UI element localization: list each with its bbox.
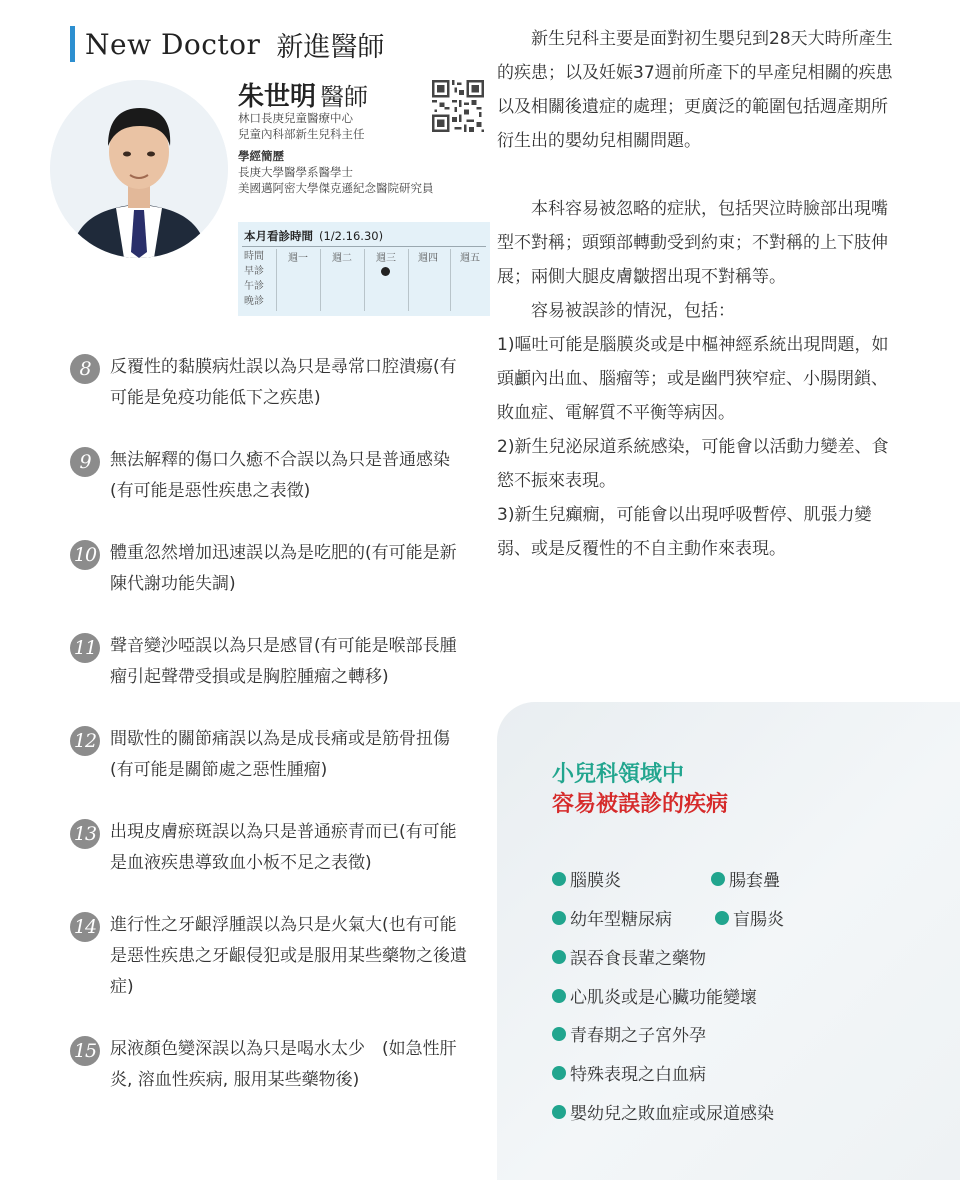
list-item bbox=[70, 538, 470, 600]
schedule-day-wed: 週三 bbox=[376, 253, 396, 264]
bullet-dot-icon bbox=[552, 950, 566, 964]
clinic-schedule bbox=[238, 222, 490, 316]
schedule-day-thu: 週四 bbox=[418, 253, 438, 264]
disease-item-text: 誤吞食長輩之藥物 bbox=[570, 949, 706, 969]
box-title bbox=[552, 760, 728, 820]
bullet-dot-icon bbox=[715, 911, 729, 925]
list-number: 8 bbox=[70, 354, 100, 384]
schedule-row-header: 時間 bbox=[244, 251, 264, 262]
list-item-text: 間歇性的關節痛誤以為是成長痛或是筋骨扭傷(有可能是關節處之惡性腫瘤) bbox=[110, 729, 450, 780]
doctor-name bbox=[238, 76, 368, 113]
paragraph-misdiagnosis-lead: 容易被誤診的情況，包括： bbox=[531, 301, 735, 321]
misdiagnosed-diseases-box bbox=[497, 702, 960, 1180]
disease-item-text: 腸套疊 bbox=[729, 871, 780, 891]
doctor-info bbox=[238, 110, 434, 196]
qr-code-icon[interactable] bbox=[432, 80, 484, 132]
list-item-text: 進行性之牙齦浮腫誤以為只是火氣大(也有可能是惡性疾患之牙齦侵犯或是服用某些藥物之後遺症) bbox=[110, 915, 467, 997]
bullet-dot-icon bbox=[552, 1066, 566, 1080]
schedule-mark-wed-morning bbox=[381, 267, 390, 276]
box-title-line-2: 容易被誤診的疾病 bbox=[552, 792, 729, 817]
doctor-dept-1: 林口長庚兒童醫療中心 bbox=[238, 111, 353, 125]
paragraph-point-1: 1)嘔吐可能是腦膜炎或是中樞神經系統出現問題，如頭顱內出血、腦瘤等；或是幽門狹窄症、小腸閉鎖、敗血症、電解質不平衡等病因。 bbox=[497, 335, 889, 423]
disease-item-text: 盲腸炎 bbox=[733, 910, 784, 930]
list-item bbox=[70, 910, 470, 1003]
paragraph-symptoms: 本科容易被忽略的症狀，包括哭泣時臉部出現嘴型不對稱；頭頸部轉動受到約束；不對稱的上下肢伸展；兩側大腿皮膚皺摺出現不對稱等。 bbox=[497, 199, 888, 287]
disease-item bbox=[552, 1021, 706, 1046]
schedule-row-morning: 早診 bbox=[244, 266, 264, 277]
disease-item-text: 嬰幼兒之敗血症或尿道感染 bbox=[570, 1104, 774, 1124]
paragraph-point-3: 3)新生兒癲癇，可能會以出現呼吸暫停、肌張力變弱、或是反覆性的不自主動作來表現。 bbox=[497, 505, 872, 559]
disease-item bbox=[715, 905, 784, 930]
schedule-title bbox=[244, 228, 383, 244]
list-item-text: 無法解釋的傷口久癒不合誤以為只是普通感染(有可能是惡性疾患之表徵) bbox=[110, 450, 450, 501]
list-item bbox=[70, 817, 470, 879]
list-item-text: 體重忽然增加迅速誤以為是吃肥的(有可能是新陳代謝功能失調) bbox=[110, 543, 457, 594]
bullet-dot-icon bbox=[552, 1105, 566, 1119]
list-item-text: 出現皮膚瘀斑誤以為只是普通瘀青而已(有可能是血液疾患導致血小板不足之表徵) bbox=[110, 822, 457, 873]
paragraph-intro: 新生兒科主要是面對初生嬰兒到28天大時所產生的疾患；以及妊娠37週前所產下的早產兒相關的疾患以及相關後遺症的處理；更廣泛的範圍包括週產期所衍生出的嬰幼兒相關問題。 bbox=[497, 29, 893, 151]
schedule-divider bbox=[242, 246, 486, 247]
header-title-en: New Doctor bbox=[85, 27, 261, 61]
header-title-zh: 新進醫師 bbox=[276, 31, 385, 63]
schedule-day-fri: 週五 bbox=[460, 253, 480, 264]
list-item bbox=[70, 445, 470, 507]
list-number: 11 bbox=[70, 633, 100, 663]
doctor-title-text: 醫師 bbox=[320, 83, 369, 111]
list-item bbox=[70, 631, 470, 693]
schedule-row-labels bbox=[244, 249, 264, 309]
doctor-portrait-icon bbox=[50, 80, 228, 258]
bullet-dot-icon bbox=[552, 911, 566, 925]
article-body bbox=[497, 22, 897, 566]
doctor-dept-2: 兒童內科部新生兒科主任 bbox=[238, 127, 365, 141]
list-number: 10 bbox=[70, 540, 100, 570]
header-accent-bar bbox=[70, 26, 75, 62]
education-1: 長庚大學醫學系醫學士 bbox=[238, 165, 353, 179]
schedule-col-divider bbox=[276, 249, 277, 311]
list-number: 9 bbox=[70, 447, 100, 477]
list-item bbox=[70, 352, 470, 414]
disease-item bbox=[552, 866, 621, 891]
schedule-row-afternoon: 午診 bbox=[244, 281, 264, 292]
schedule-title-text: 本月看診時間 bbox=[244, 229, 313, 243]
disease-item bbox=[552, 983, 757, 1008]
disease-item-text: 腦膜炎 bbox=[570, 871, 621, 891]
bullet-dot-icon bbox=[552, 989, 566, 1003]
disease-item bbox=[711, 866, 780, 891]
disease-item bbox=[552, 905, 672, 930]
misdiagnosis-list bbox=[70, 352, 470, 1127]
list-number: 14 bbox=[70, 912, 100, 942]
list-number: 13 bbox=[70, 819, 100, 849]
schedule-day-mon: 週一 bbox=[288, 253, 308, 264]
bullet-dot-icon bbox=[552, 872, 566, 886]
disease-item bbox=[552, 1099, 774, 1124]
disease-item-text: 心肌炎或是心臟功能變壞 bbox=[570, 988, 757, 1008]
disease-item bbox=[552, 1060, 706, 1085]
disease-item-text: 特殊表現之白血病 bbox=[570, 1065, 706, 1085]
list-item-text: 反覆性的黏膜病灶誤以為只是尋常口腔潰瘍(有可能是免疫功能低下之疾患) bbox=[110, 357, 457, 408]
list-item-text: 聲音變沙啞誤以為只是感冒(有可能是喉部長腫瘤引起聲帶受損或是胸腔腫瘤之轉移) bbox=[110, 636, 457, 687]
section-header bbox=[70, 26, 384, 62]
list-item-text: 尿液顏色變深誤以為只是喝水太少 (如急性肝炎, 溶血性疾病, 服用某些藥物後) bbox=[110, 1039, 457, 1090]
list-number: 12 bbox=[70, 726, 100, 756]
box-title-line-1: 小兒科領域中 bbox=[552, 762, 685, 787]
schedule-row-evening: 晚診 bbox=[244, 296, 264, 307]
education-label: 學經簡歷 bbox=[238, 149, 284, 163]
doctor-name-text: 朱世明 bbox=[238, 82, 317, 112]
schedule-dates: (1/2.16.30) bbox=[319, 229, 384, 243]
disease-item bbox=[552, 944, 706, 969]
doctor-photo bbox=[50, 80, 228, 258]
disease-item-text: 幼年型糖尿病 bbox=[570, 910, 672, 930]
bullet-dot-icon bbox=[552, 1027, 566, 1041]
bullet-dot-icon bbox=[711, 872, 725, 886]
list-item bbox=[70, 1034, 470, 1096]
schedule-col-divider bbox=[320, 249, 321, 311]
disease-item-text: 青春期之子宮外孕 bbox=[570, 1026, 706, 1046]
list-number: 15 bbox=[70, 1036, 100, 1066]
list-item bbox=[70, 724, 470, 786]
schedule-col-divider bbox=[364, 249, 365, 311]
schedule-day-tue: 週二 bbox=[332, 253, 352, 264]
paragraph-point-2: 2)新生兒泌尿道系統感染，可能會以活動力變差、食慾不振來表現。 bbox=[497, 437, 889, 491]
education-2: 美國邁阿密大學傑克遜紀念醫院研究員 bbox=[238, 181, 434, 195]
